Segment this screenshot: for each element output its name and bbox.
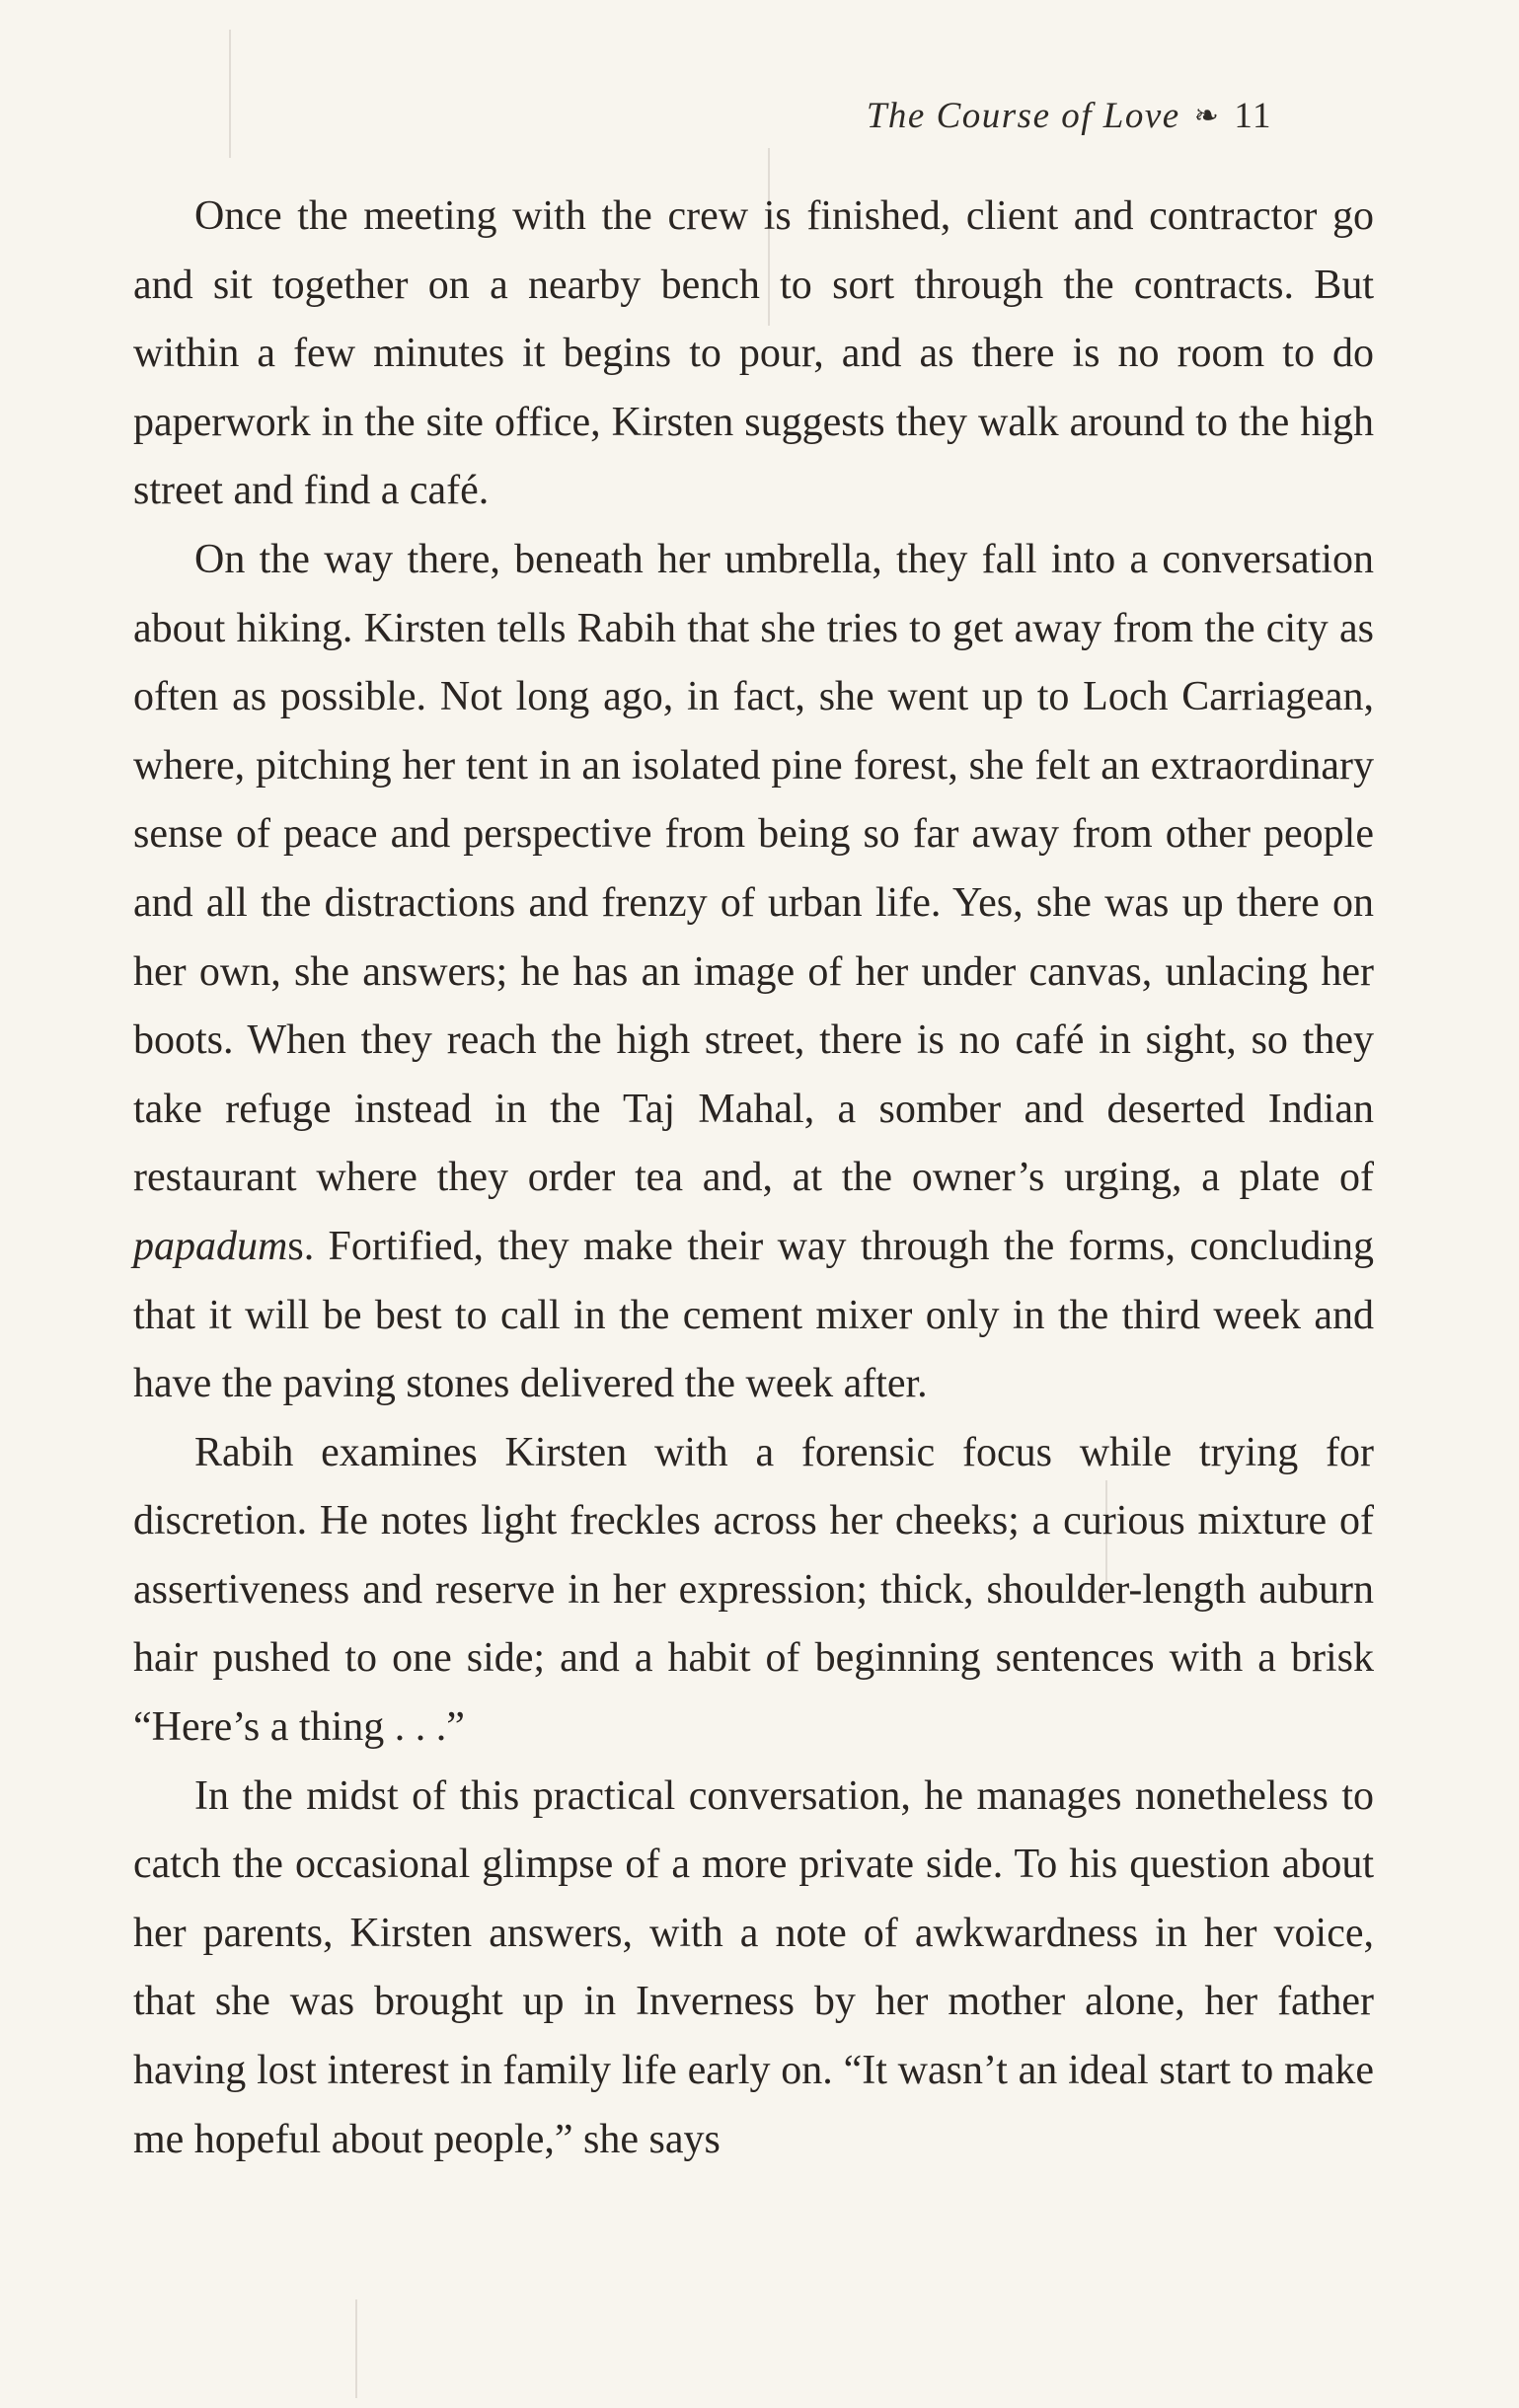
running-head <box>867 95 1272 137</box>
running-head-title: The Course of Love <box>866 96 1180 136</box>
paragraph-text: s. Fortified, they make their way through the forms, concluding that it will be best to call in the cement mixer only in the third week and have the paving stones delivered the week after. <box>133 1223 1374 1407</box>
body-text <box>133 183 1374 2174</box>
italic-word: papadum <box>133 1223 288 1269</box>
scan-artifact-line <box>355 2299 357 2398</box>
paragraph: Once the meeting with the crew is finished, client and contractor go and sit together on a nearby bench to sort through the contracts. But within a few minutes it begins to pour, and as there is no room to do paperwork in the site office, Kirsten suggests they walk around to the high street and find a café. <box>133 193 1374 514</box>
paragraph: Rabih examines Kirsten with a forensic focus while trying for discretion. He notes light freckles across her cheeks; a curious mixture of assertiveness and reserve in her expression; thick, shoulder-length auburn hair pushed to one side; and a habit of beginning sentences with a brisk “Here’s a thing . . .” <box>133 1429 1374 1751</box>
paragraph <box>133 526 1374 1419</box>
fleuron-icon: ❧ <box>1193 100 1221 132</box>
scan-artifact-line <box>229 30 231 158</box>
paragraph-text: On the way there, beneath her umbrella, they fall into a conversation about hiking. Kirsten tells Rabih that she tries to get away from the city as often as possible. Not long ago, in fact, she went up to Loch Carriagean, where, pitching her tent in an isolated pine forest, she felt an extraordinary sense of peace and perspective from being so far away from other people and all the distractions and frenzy of urban life. Yes, she was up there on her own, she answers; he has an image of her under canvas, unlacing her boots. When they reach the high street, there is no café in sight, so they take refuge instead in the Taj Mahal, a somber and deserted Indian restaurant where they order tea and, at the owner’s urging, a plate of <box>133 536 1374 1201</box>
paragraph: In the midst of this practical conversation, he manages nonetheless to catch the occasional glimpse of a more private side. To his question about her parents, Kirsten answers, with a note of awkwardness in her voice, that she was brought up in Inverness by her mother alone, her father having lost interest in family life early on. “It wasn’t an ideal start to make me hopeful about people,” she says <box>133 1772 1374 2162</box>
page-number: 11 <box>1234 96 1272 136</box>
